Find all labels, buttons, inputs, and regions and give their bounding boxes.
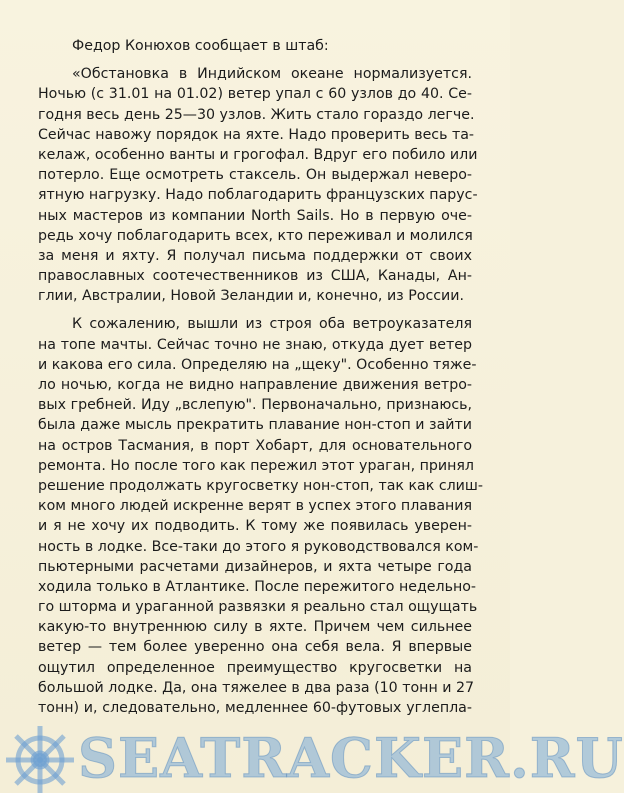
- text-line: пьютерными расчетами дизайнеров, и яхта четыре года: [38, 558, 472, 575]
- text-line: го шторма и ураганной развязки я реально стал ощущать: [38, 599, 478, 616]
- text-line: «Обстановка в Индийском океане нормализуется.: [72, 66, 472, 83]
- paragraph-2: [38, 314, 484, 718]
- text-line: ощутил определенное преимущество кругосветки на: [38, 659, 472, 676]
- text-line: ность в лодке. Все-таки до этого я руководствовался ком-: [38, 538, 479, 555]
- text-line: Федор Конюхов сообщает в штаб:: [72, 38, 329, 54]
- text-line: ветер — тем более уверенно она себя вела. Я впервые: [38, 639, 472, 656]
- text-line: тонн) и, следовательно, медленнее 60-футовых углепла-: [38, 700, 472, 716]
- text-line: глии, Австралии, Новой Зеландии и, конечно, из России.: [38, 288, 464, 305]
- text-line: К сожалению, вышли из строя оба ветроуказателя: [72, 316, 472, 333]
- text-line: ятную нагрузку. Надо поблагодарить французских парус-: [38, 187, 478, 204]
- text-line: большой лодке. Да, она тяжелее в два раза (10 тонн и 27: [38, 679, 475, 696]
- text-line: редь хочу поблагодарить всех, кто переживал и молился: [38, 227, 473, 244]
- text-line: потерло. Еще осмотреть стаксель. Он выдержал неверо-: [38, 167, 472, 184]
- text-line: вых гребней. Иду „вслепую". Первоначально, признаюсь,: [38, 397, 472, 414]
- text-line: ло ночью, когда не видно направление движения ветро-: [38, 377, 472, 393]
- text-line: ремонта. Но после того как пережил этот ураган, принял: [38, 457, 474, 474]
- paragraph-1: [38, 64, 478, 306]
- text-line: Сейчас навожу порядок на яхте. Надо проверить весь та-: [38, 126, 475, 143]
- text-line: была даже мысль прекратить плавание нон-стоп и зайти: [38, 417, 472, 434]
- text-line: и я не хочу их подводить. К тому же появилась уверен-: [38, 518, 472, 535]
- text-line: православных соотечественников из США, Канады, Ан-: [38, 268, 472, 285]
- text-line: келаж, особенно ванты и грогофал. Вдруг его побило или: [38, 146, 478, 163]
- text-line: на топе мачты. Сейчас точно не знаю, откуда дует ветер: [38, 336, 472, 353]
- text-line: какую-то внутреннюю силу в яхте. Причем чем сильнее: [38, 619, 472, 636]
- article-text: [38, 36, 484, 726]
- text-line: ком много людей искренне верят в успех этого плавания: [38, 498, 473, 515]
- text-line: за меня и яхту. Я получал письма поддержки от своих: [38, 247, 472, 264]
- text-line: и какова его сила. Определяю на „щеку". Особенно тяже-: [38, 356, 477, 373]
- text-line: на остров Тасмания, в порт Хобарт, для основательного: [38, 437, 472, 454]
- text-line: Ночью (с 31.01 на 01.02) ветер упал с 60 узлов до 40. Се-: [38, 86, 472, 103]
- text-line: решение продолжать кругосветку нон-стоп, так как слиш-: [38, 477, 484, 494]
- text-line: ных мастеров из компании North Sails. Но в первую оче-: [38, 207, 472, 224]
- text-line: ходила только в Атлантике. После пережитого недельно-: [38, 578, 477, 595]
- text-line: годня весь день 25—30 узлов. Жить стало гораздо легче.: [38, 106, 475, 123]
- intro-paragraph: [38, 36, 472, 56]
- watermark-text: SEATRACKER.RU: [78, 726, 624, 790]
